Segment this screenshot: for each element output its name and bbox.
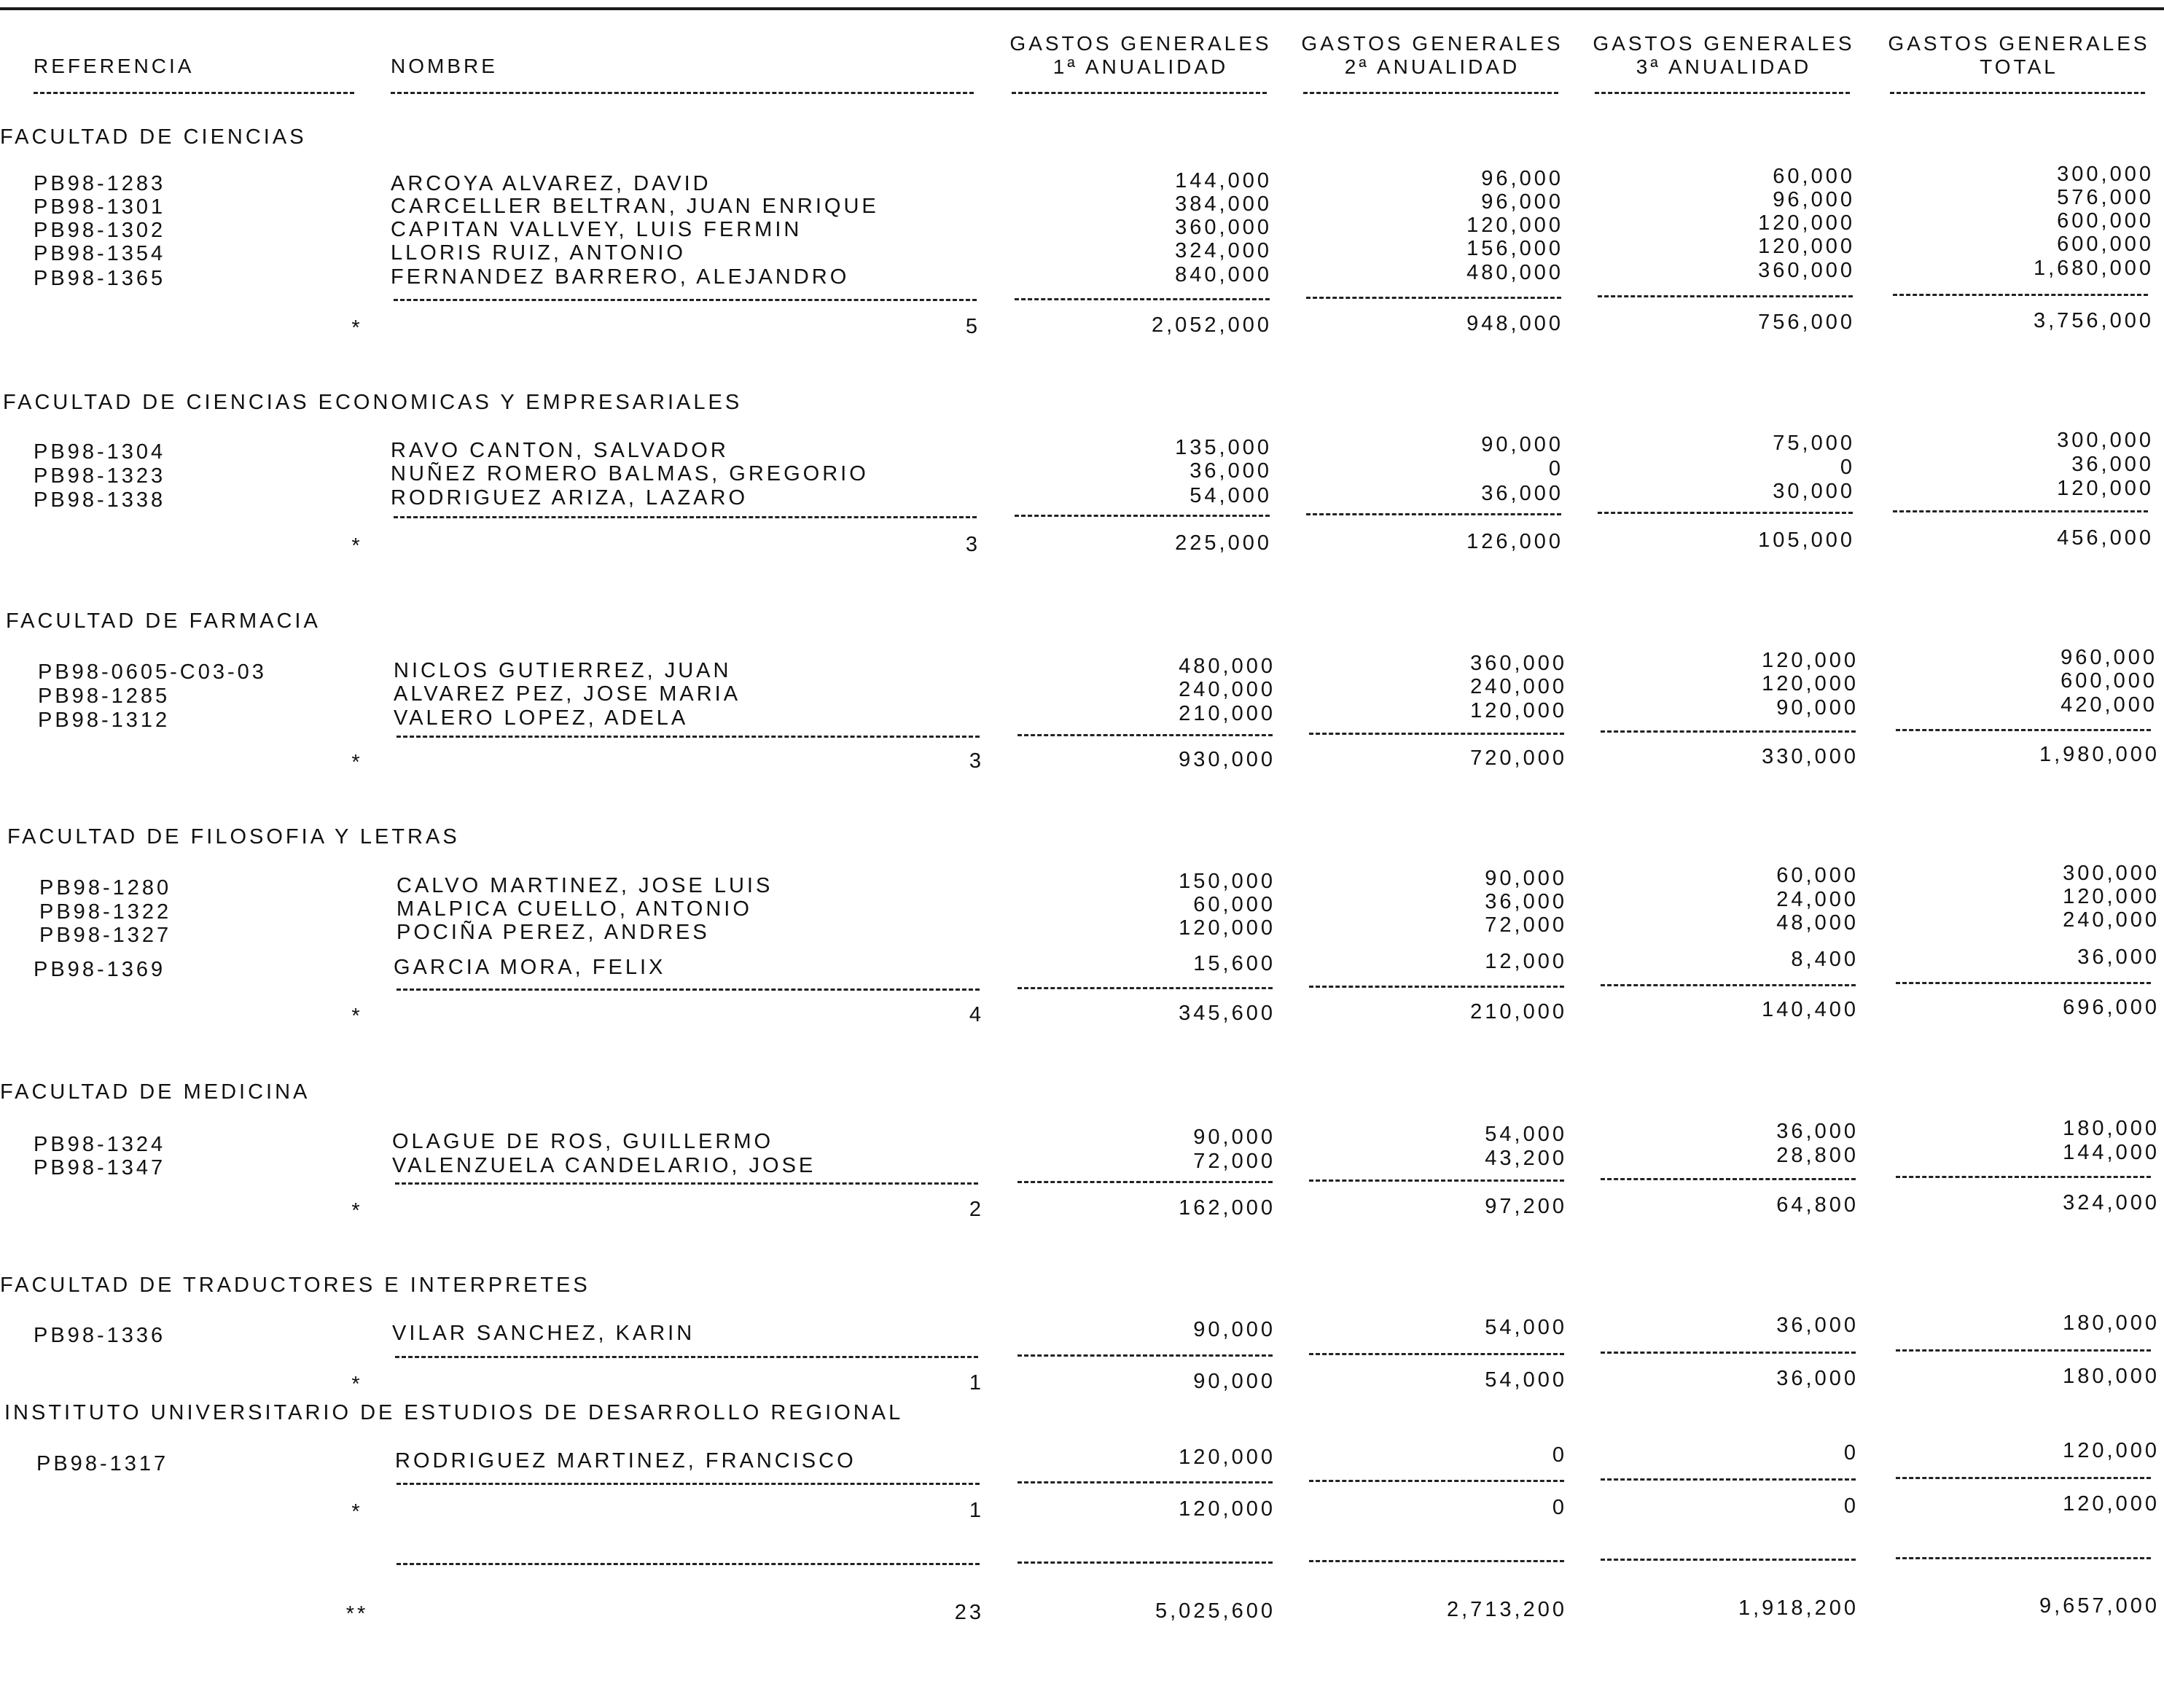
grand-total-dash xyxy=(1601,1559,1856,1561)
row-a3: 60,000 xyxy=(1776,864,1859,887)
row-a2: 54,000 xyxy=(1485,1123,1567,1146)
row-a2: 43,200 xyxy=(1485,1147,1567,1170)
row-ref: PB98-1369 xyxy=(34,958,166,981)
subtotal-dash xyxy=(1309,1179,1564,1182)
subtotal-a1: 930,000 xyxy=(1179,748,1276,771)
subtotal-dash xyxy=(394,299,977,301)
subtotal-total: 696,000 xyxy=(2063,996,2160,1019)
subtotal-mark: * xyxy=(351,1373,363,1396)
row-a3: 90,000 xyxy=(1776,696,1859,720)
row-ref: PB98-1280 xyxy=(39,876,172,900)
header-a1-line2: 1ª ANUALIDAD xyxy=(1052,55,1229,78)
grand-total-count: 23 xyxy=(954,1601,984,1624)
subtotal-dash xyxy=(1893,294,2148,296)
subtotal-count: 1 xyxy=(969,1371,984,1395)
row-nombre: NICLOS GUTIERREZ, JUAN xyxy=(394,659,732,682)
grand-total-mark: ** xyxy=(345,1602,369,1626)
row-total: 600,000 xyxy=(2057,209,2154,233)
row-a1: 60,000 xyxy=(1193,893,1276,916)
subtotal-dash xyxy=(1598,295,1853,297)
row-a3: 24,000 xyxy=(1776,888,1859,911)
header-total-line1: GASTOS GENERALES xyxy=(1888,32,2150,55)
row-total: 180,000 xyxy=(2063,1117,2160,1140)
row-total: 300,000 xyxy=(2057,163,2154,186)
subtotal-a1: 225,000 xyxy=(1175,531,1272,555)
subtotal-dash xyxy=(1309,986,1564,988)
row-a2: 96,000 xyxy=(1481,167,1563,190)
row-nombre: POCIÑA PEREZ, ANDRES xyxy=(397,921,710,944)
subtotal-dash xyxy=(397,1483,980,1485)
subtotal-total: 120,000 xyxy=(2063,1492,2160,1516)
row-nombre: MALPICA CUELLO, ANTONIO xyxy=(397,897,752,921)
row-a1: 54,000 xyxy=(1190,484,1272,507)
row-ref: PB98-1322 xyxy=(39,900,172,924)
subtotal-mark: * xyxy=(351,751,363,774)
subtotal-a3: 756,000 xyxy=(1758,311,1855,334)
subtotal-a2: 126,000 xyxy=(1466,530,1563,553)
row-nombre: NUÑEZ ROMERO BALMAS, GREGORIO xyxy=(391,462,869,486)
grand-total-a3: 1,918,200 xyxy=(1738,1596,1859,1620)
row-a2: 36,000 xyxy=(1485,890,1567,913)
row-a3: 120,000 xyxy=(1762,672,1859,695)
row-nombre: CARCELLER BELTRAN, JUAN ENRIQUE xyxy=(391,195,879,218)
subtotal-count: 4 xyxy=(969,1003,984,1026)
subtotal-a3: 105,000 xyxy=(1758,529,1855,552)
row-a1: 360,000 xyxy=(1175,216,1272,239)
subtotal-count: 2 xyxy=(969,1198,984,1221)
row-a2: 360,000 xyxy=(1470,652,1567,675)
subtotal-total: 324,000 xyxy=(2063,1191,2160,1214)
row-total: 144,000 xyxy=(2063,1141,2160,1164)
subtotal-dash xyxy=(1017,1481,1273,1483)
row-a2: 90,000 xyxy=(1485,867,1567,890)
subtotal-dash xyxy=(1309,1480,1564,1482)
grand-total-dash xyxy=(1017,1561,1273,1564)
row-total: 120,000 xyxy=(2063,885,2160,908)
subtotal-a3: 64,800 xyxy=(1776,1193,1859,1217)
subtotal-count: 3 xyxy=(965,533,980,556)
subtotal-total: 456,000 xyxy=(2057,526,2154,550)
grand-total-total: 9,657,000 xyxy=(2039,1594,2160,1618)
row-a2: 480,000 xyxy=(1466,261,1563,284)
subtotal-total: 180,000 xyxy=(2063,1365,2160,1388)
row-a1: 90,000 xyxy=(1193,1318,1276,1341)
subtotal-mark: * xyxy=(351,534,363,558)
row-a1: 135,000 xyxy=(1175,436,1272,459)
row-a3: 0 xyxy=(1843,1441,1859,1465)
row-total: 120,000 xyxy=(2063,1439,2160,1462)
row-total: 240,000 xyxy=(2063,908,2160,932)
subtotal-a1: 2,052,000 xyxy=(1151,313,1272,337)
row-ref: PB98-1304 xyxy=(34,440,166,464)
subtotal-dash xyxy=(1601,1478,1856,1481)
row-a2: 36,000 xyxy=(1481,482,1563,505)
subtotal-dash xyxy=(1601,1178,1856,1180)
row-nombre: ALVAREZ PEZ, JOSE MARIA xyxy=(394,682,741,706)
subtotal-mark: * xyxy=(351,1500,363,1524)
row-nombre: OLAGUE DE ROS, GUILLERMO xyxy=(392,1130,774,1153)
subtotal-dash xyxy=(1017,1354,1273,1357)
subtotal-a2: 210,000 xyxy=(1470,1000,1567,1023)
header-total-line2: TOTAL xyxy=(1980,55,2058,78)
row-nombre: VALERO LOPEZ, ADELA xyxy=(394,706,689,730)
row-a3: 60,000 xyxy=(1773,165,1855,188)
header-dash-nombre xyxy=(391,92,974,94)
row-a1: 90,000 xyxy=(1193,1126,1276,1149)
row-a1: 120,000 xyxy=(1179,916,1276,940)
subtotal-a3: 0 xyxy=(1843,1494,1859,1518)
row-a3: 75,000 xyxy=(1773,432,1855,455)
subtotal-count: 1 xyxy=(969,1499,984,1522)
subtotal-dash xyxy=(1896,982,2151,984)
subtotal-a1: 162,000 xyxy=(1179,1196,1276,1220)
row-a2: 72,000 xyxy=(1485,913,1567,937)
row-ref: PB98-1285 xyxy=(38,685,171,708)
subtotal-dash xyxy=(1306,513,1561,515)
row-a2: 96,000 xyxy=(1481,190,1563,214)
row-a1: 240,000 xyxy=(1179,678,1276,701)
row-total: 1,680,000 xyxy=(2033,257,2154,280)
row-a2: 156,000 xyxy=(1466,237,1563,260)
row-a2: 90,000 xyxy=(1481,433,1563,456)
subtotal-a1: 120,000 xyxy=(1179,1497,1276,1521)
row-ref: PB98-1365 xyxy=(34,267,166,290)
subtotal-dash xyxy=(1896,1349,2151,1352)
top-rule xyxy=(0,7,2164,10)
subtotal-dash xyxy=(1015,298,1270,300)
header-a1-line1: GASTOS GENERALES xyxy=(1009,32,1272,55)
row-total: 420,000 xyxy=(2061,693,2157,717)
subtotal-mark: * xyxy=(351,1005,363,1028)
grand-total-dash xyxy=(1896,1557,2151,1559)
row-a2: 12,000 xyxy=(1485,950,1567,973)
row-a1: 15,600 xyxy=(1193,952,1276,975)
row-a1: 150,000 xyxy=(1179,870,1276,893)
row-a3: 30,000 xyxy=(1773,480,1855,503)
header-dash-a1 xyxy=(1012,92,1267,94)
row-ref: PB98-1336 xyxy=(34,1324,166,1347)
grand-total-dash xyxy=(397,1563,980,1565)
row-a1: 480,000 xyxy=(1179,655,1276,678)
row-total: 180,000 xyxy=(2063,1311,2160,1335)
subtotal-a2: 97,200 xyxy=(1485,1195,1567,1218)
subtotal-dash xyxy=(397,988,980,991)
subtotal-a1: 90,000 xyxy=(1193,1370,1276,1393)
subtotal-a1: 345,600 xyxy=(1179,1002,1276,1025)
row-ref: PB98-1317 xyxy=(36,1452,169,1475)
row-ref: PB98-1327 xyxy=(39,924,172,947)
section-title: FACULTAD DE CIENCIAS xyxy=(0,125,307,149)
row-total: 120,000 xyxy=(2057,477,2154,500)
header-dash-a3 xyxy=(1595,92,1850,94)
row-a3: 48,000 xyxy=(1776,911,1859,935)
row-a3: 36,000 xyxy=(1776,1120,1859,1143)
grand-total-dash xyxy=(1309,1560,1564,1562)
subtotal-total: 3,756,000 xyxy=(2033,309,2154,332)
row-a1: 840,000 xyxy=(1175,263,1272,286)
subtotal-count: 3 xyxy=(969,749,984,773)
subtotal-dash xyxy=(1896,1477,2151,1479)
row-a3: 120,000 xyxy=(1758,211,1855,235)
row-a1: 324,000 xyxy=(1175,239,1272,262)
section-title: FACULTAD DE FARMACIA xyxy=(6,609,321,633)
row-a3: 120,000 xyxy=(1762,649,1859,672)
subtotal-total: 1,980,000 xyxy=(2039,743,2160,766)
subtotal-dash xyxy=(397,736,980,738)
row-a1: 210,000 xyxy=(1179,702,1276,725)
row-a2: 120,000 xyxy=(1470,699,1567,722)
subtotal-dash xyxy=(1896,1176,2151,1178)
row-ref: PB98-1338 xyxy=(34,488,166,512)
subtotal-dash xyxy=(1601,1352,1856,1354)
row-ref: PB98-1312 xyxy=(38,709,171,732)
row-a1: 36,000 xyxy=(1190,459,1272,483)
subtotal-dash xyxy=(1015,515,1270,517)
subtotal-dash xyxy=(1598,512,1853,514)
header-dash-a2 xyxy=(1303,92,1558,94)
row-a3: 360,000 xyxy=(1758,259,1855,282)
subtotal-a3: 330,000 xyxy=(1762,745,1859,768)
subtotal-dash xyxy=(395,1356,978,1358)
row-a2: 54,000 xyxy=(1485,1316,1567,1339)
row-nombre: CAPITAN VALLVEY, LUIS FERMIN xyxy=(391,218,802,241)
subtotal-a3: 140,400 xyxy=(1762,998,1859,1021)
header-a2-line1: GASTOS GENERALES xyxy=(1301,32,1563,55)
header-a2-line2: 2ª ANUALIDAD xyxy=(1344,55,1520,78)
section-title: INSTITUTO UNIVERSITARIO DE ESTUDIOS DE DESARROLLO REGIONAL xyxy=(4,1401,904,1424)
subtotal-dash xyxy=(1017,987,1273,989)
row-a3: 0 xyxy=(1840,456,1855,479)
subtotal-dash xyxy=(1309,733,1564,735)
subtotal-dash xyxy=(395,1182,978,1185)
row-a2: 0 xyxy=(1552,1443,1567,1467)
subtotal-a2: 0 xyxy=(1552,1496,1567,1519)
subtotal-dash xyxy=(1601,984,1856,986)
section-title: FACULTAD DE FILOSOFIA Y LETRAS xyxy=(7,825,460,849)
row-a2: 0 xyxy=(1548,457,1563,480)
subtotal-a2: 948,000 xyxy=(1466,312,1563,335)
row-nombre: VALENZUELA CANDELARIO, JOSE xyxy=(392,1154,816,1177)
row-total: 36,000 xyxy=(2071,453,2154,476)
row-a3: 8,400 xyxy=(1791,948,1859,971)
row-total: 600,000 xyxy=(2057,233,2154,256)
subtotal-a3: 36,000 xyxy=(1776,1367,1859,1390)
row-a1: 144,000 xyxy=(1175,169,1272,192)
row-total: 300,000 xyxy=(2057,429,2154,452)
subtotal-dash xyxy=(1601,730,1856,733)
row-a3: 28,800 xyxy=(1776,1144,1859,1167)
row-a1: 72,000 xyxy=(1193,1150,1276,1173)
row-a2: 240,000 xyxy=(1470,675,1567,698)
row-ref: PB98-1302 xyxy=(34,219,166,242)
header-a3-line2: 3ª ANUALIDAD xyxy=(1636,55,1812,78)
subtotal-dash xyxy=(1306,297,1561,299)
row-total: 300,000 xyxy=(2063,862,2160,885)
row-a1: 120,000 xyxy=(1179,1446,1276,1469)
subtotal-dash xyxy=(1896,729,2151,731)
subtotal-a2: 720,000 xyxy=(1470,746,1567,770)
subtotal-count: 5 xyxy=(965,315,980,338)
header-nombre: NOMBRE xyxy=(391,55,498,77)
header-dash-total xyxy=(1890,92,2145,94)
row-a3: 96,000 xyxy=(1773,188,1855,211)
row-total: 960,000 xyxy=(2061,646,2157,669)
header-dash-referencia xyxy=(34,92,354,94)
row-nombre: RAVO CANTON, SALVADOR xyxy=(391,439,729,462)
row-ref: PB98-0605-C03-03 xyxy=(38,660,267,684)
row-nombre: GARCIA MORA, FELIX xyxy=(394,956,666,979)
subtotal-dash xyxy=(1017,1181,1273,1183)
row-nombre: LLORIS RUIZ, ANTONIO xyxy=(391,241,686,265)
row-nombre: ARCOYA ALVAREZ, DAVID xyxy=(391,172,711,195)
row-nombre: RODRIGUEZ MARTINEZ, FRANCISCO xyxy=(395,1449,856,1473)
header-a3-line1: GASTOS GENERALES xyxy=(1593,32,1855,55)
row-nombre: FERNANDEZ BARRERO, ALEJANDRO xyxy=(391,265,850,289)
header-referencia: REFERENCIA xyxy=(34,55,195,77)
row-ref: PB98-1324 xyxy=(34,1133,166,1156)
row-a1: 384,000 xyxy=(1175,192,1272,216)
subtotal-dash xyxy=(1017,734,1273,736)
subtotal-dash xyxy=(1893,510,2148,512)
row-total: 576,000 xyxy=(2057,186,2154,209)
row-ref: PB98-1347 xyxy=(34,1156,166,1179)
row-total: 600,000 xyxy=(2061,669,2157,693)
row-ref: PB98-1354 xyxy=(34,242,166,265)
row-ref: PB98-1283 xyxy=(34,172,166,195)
row-ref: PB98-1323 xyxy=(34,464,166,488)
section-title: FACULTAD DE MEDICINA xyxy=(0,1080,310,1104)
row-nombre: RODRIGUEZ ARIZA, LAZARO xyxy=(391,486,748,510)
grand-total-a2: 2,713,200 xyxy=(1446,1598,1567,1621)
subtotal-dash xyxy=(394,516,977,518)
row-nombre: CALVO MARTINEZ, JOSE LUIS xyxy=(397,874,773,897)
row-a3: 120,000 xyxy=(1758,235,1855,258)
subtotal-a2: 54,000 xyxy=(1485,1368,1567,1392)
row-nombre: VILAR SANCHEZ, KARIN xyxy=(392,1322,695,1345)
grand-total-a1: 5,025,600 xyxy=(1155,1599,1276,1623)
row-a3: 36,000 xyxy=(1776,1314,1859,1337)
subtotal-dash xyxy=(1309,1353,1564,1355)
section-title: FACULTAD DE CIENCIAS ECONOMICAS Y EMPRESARIALES xyxy=(3,391,743,414)
row-ref: PB98-1301 xyxy=(34,195,166,219)
section-title: FACULTAD DE TRADUCTORES E INTERPRETES xyxy=(0,1274,590,1297)
subtotal-mark: * xyxy=(351,316,363,340)
row-a2: 120,000 xyxy=(1466,214,1563,237)
row-total: 36,000 xyxy=(2077,945,2160,969)
subtotal-mark: * xyxy=(351,1199,363,1222)
